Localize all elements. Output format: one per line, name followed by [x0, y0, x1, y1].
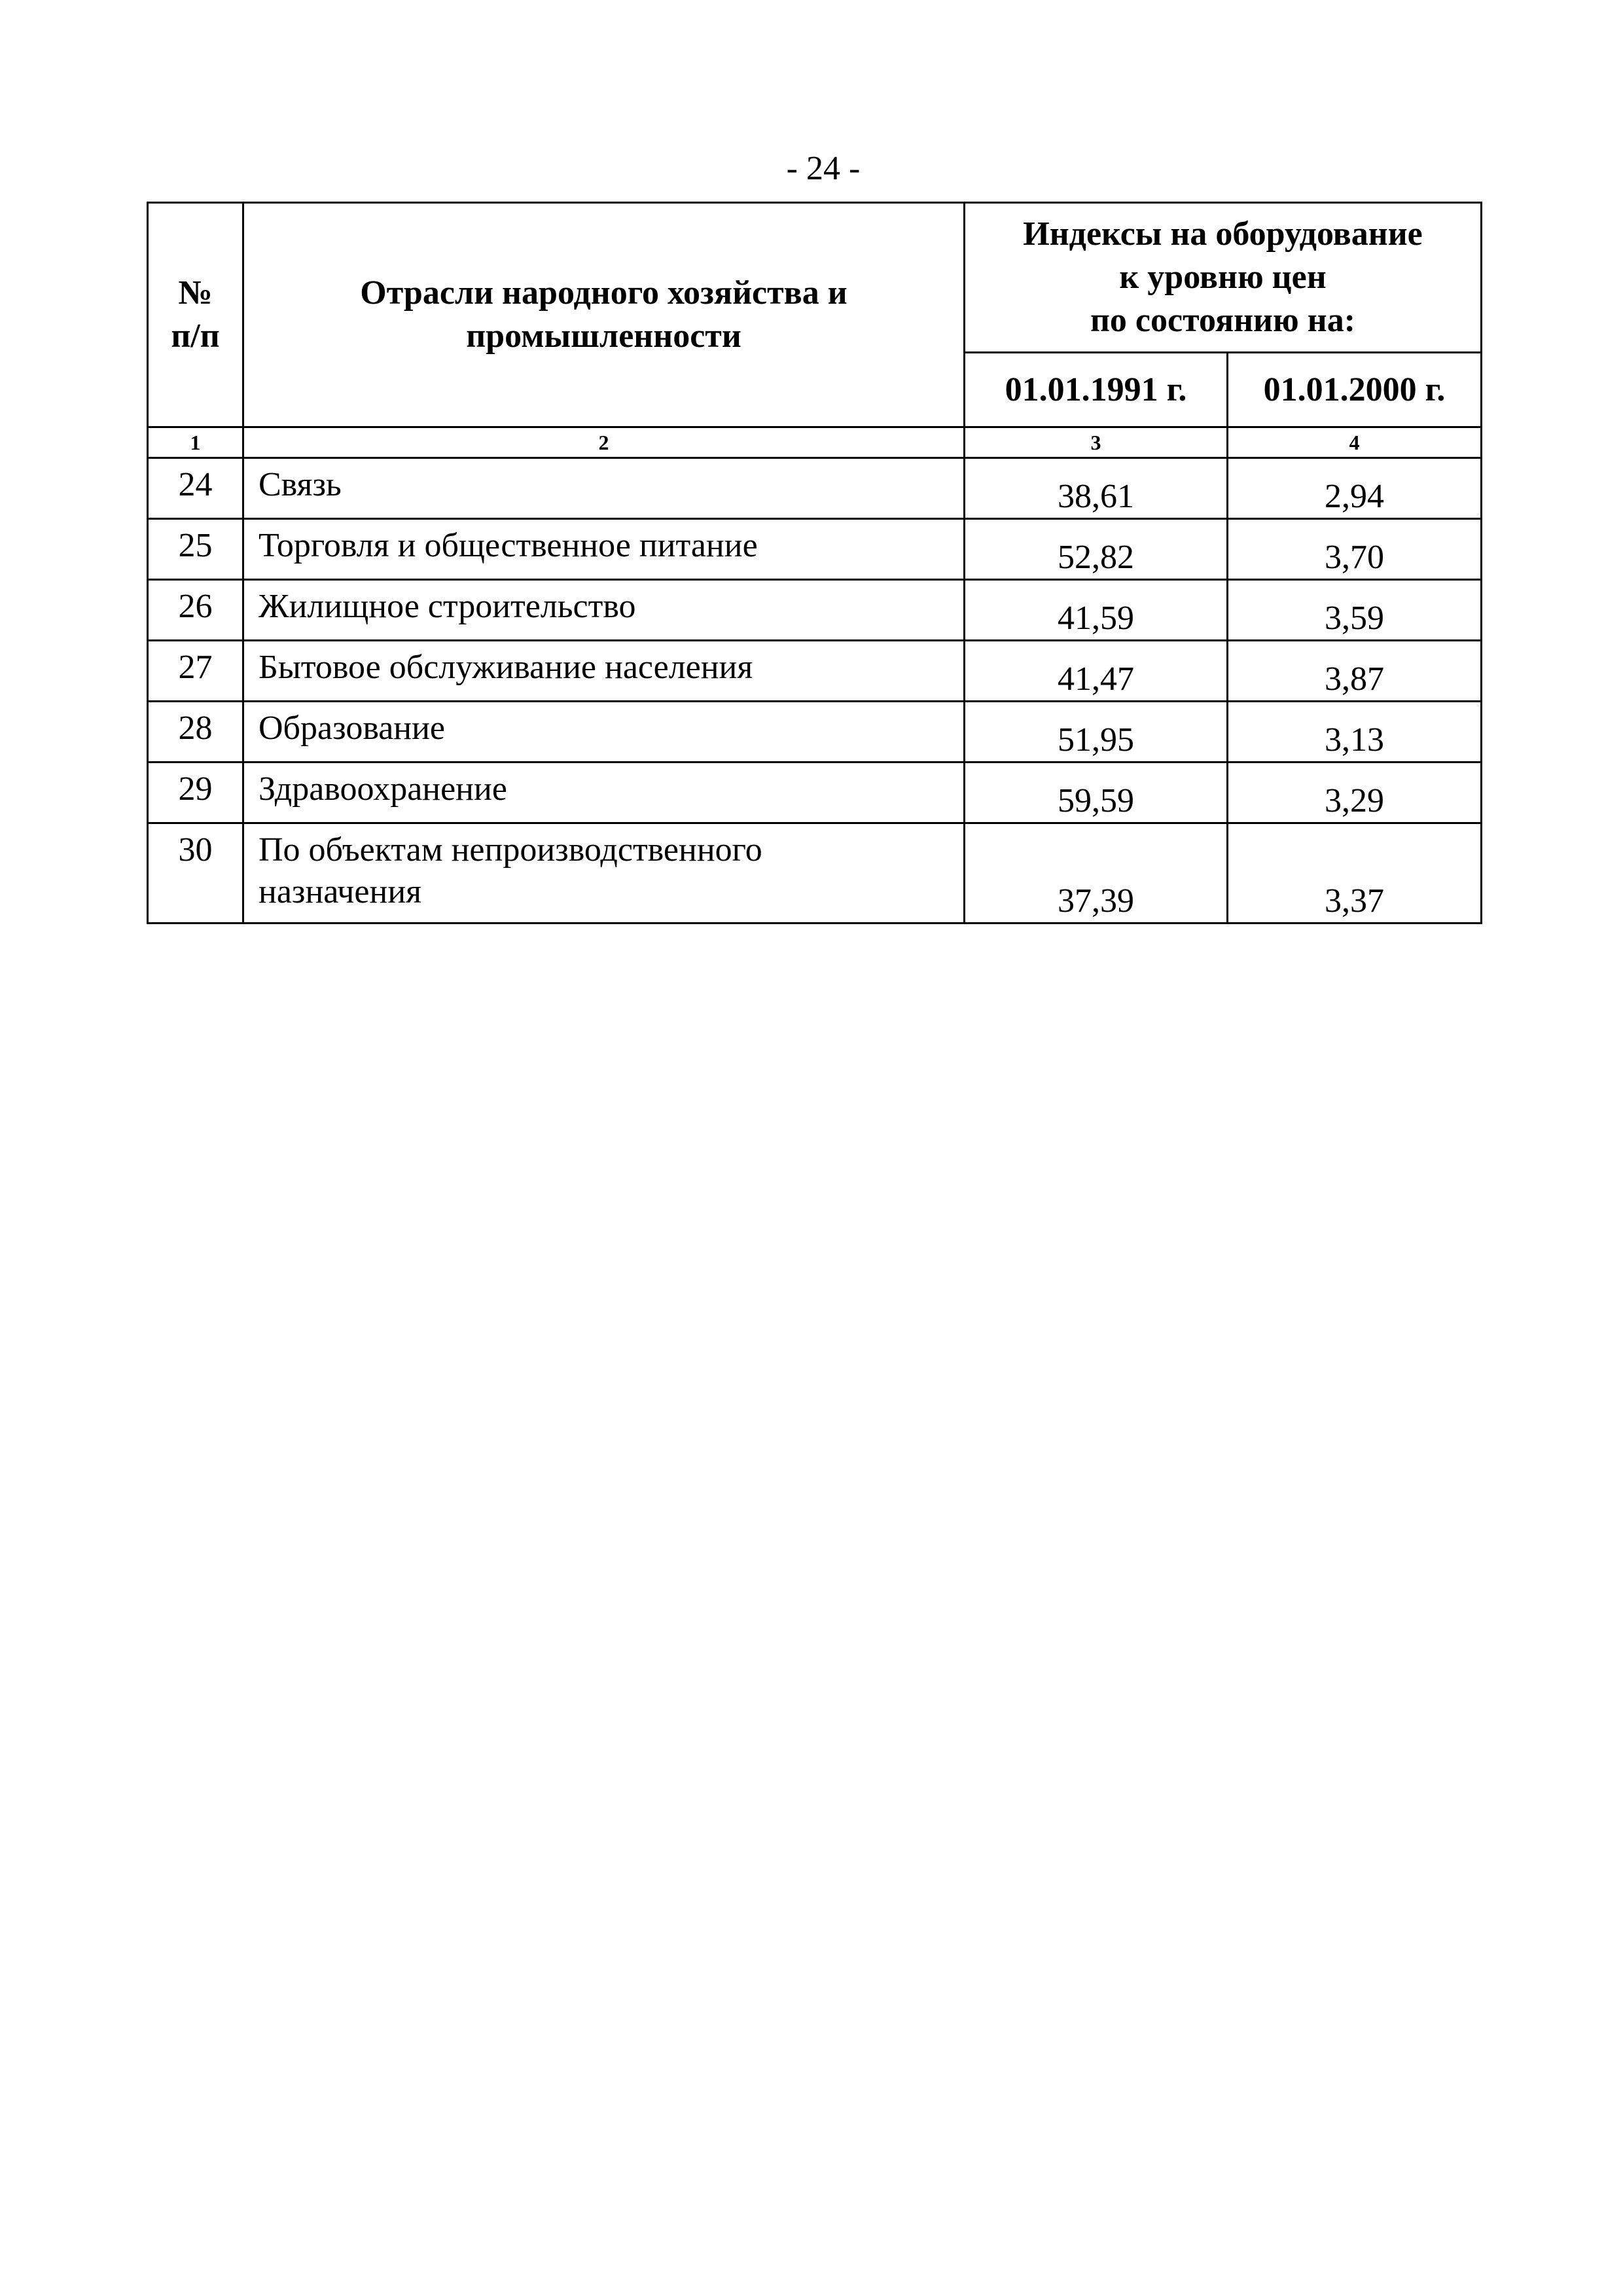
index-1991: 41,59 [965, 580, 1228, 641]
sector-name: Жилищное строительство [243, 580, 965, 641]
header-index-group: Индексы на оборудование к уровню цен по состоянию на: [965, 203, 1482, 353]
index-2000: 3,59 [1228, 580, 1482, 641]
sector-name: Торговля и общественное питание [243, 519, 965, 580]
header-sector: Отрасли народного хозяйства и промышленности [243, 203, 965, 427]
row-number: 27 [148, 641, 243, 702]
page-number: - 24 - [786, 150, 861, 187]
row-number: 25 [148, 519, 243, 580]
sector-name: Здравоохранение [243, 762, 965, 823]
row-number: 30 [148, 823, 243, 924]
header-date-2000: 01.01.2000 г. [1228, 353, 1482, 427]
table-row [148, 823, 1482, 924]
index-2000: 3,87 [1228, 641, 1482, 702]
index-1991: 52,82 [965, 519, 1228, 580]
row-number: 26 [148, 580, 243, 641]
table-row [148, 702, 1482, 762]
header-num: № п/п [148, 203, 243, 427]
table-row [148, 580, 1482, 641]
row-number: 29 [148, 762, 243, 823]
column-number-row [148, 427, 1482, 458]
column-number: 3 [965, 427, 1228, 458]
sector-name: По объектам непроизводственного назначения [243, 823, 965, 924]
index-1991: 51,95 [965, 702, 1228, 762]
table-row [148, 641, 1482, 702]
column-number: 2 [243, 427, 965, 458]
table-row [148, 762, 1482, 823]
header-row [148, 203, 1482, 353]
table-row [148, 458, 1482, 519]
column-number: 1 [148, 427, 243, 458]
table-row [148, 519, 1482, 580]
index-2000: 3,29 [1228, 762, 1482, 823]
index-2000: 3,70 [1228, 519, 1482, 580]
index-1991: 41,47 [965, 641, 1228, 702]
index-2000: 2,94 [1228, 458, 1482, 519]
index-table [147, 202, 1482, 924]
sector-name: Связь [243, 458, 965, 519]
column-number: 4 [1228, 427, 1482, 458]
row-number: 28 [148, 702, 243, 762]
index-1991: 59,59 [965, 762, 1228, 823]
index-2000: 3,37 [1228, 823, 1482, 924]
index-2000: 3,13 [1228, 702, 1482, 762]
header-date-1991: 01.01.1991 г. [965, 353, 1228, 427]
sector-name: Бытовое обслуживание населения [243, 641, 965, 702]
index-1991: 37,39 [965, 823, 1228, 924]
index-1991: 38,61 [965, 458, 1228, 519]
row-number: 24 [148, 458, 243, 519]
sector-name: Образование [243, 702, 965, 762]
